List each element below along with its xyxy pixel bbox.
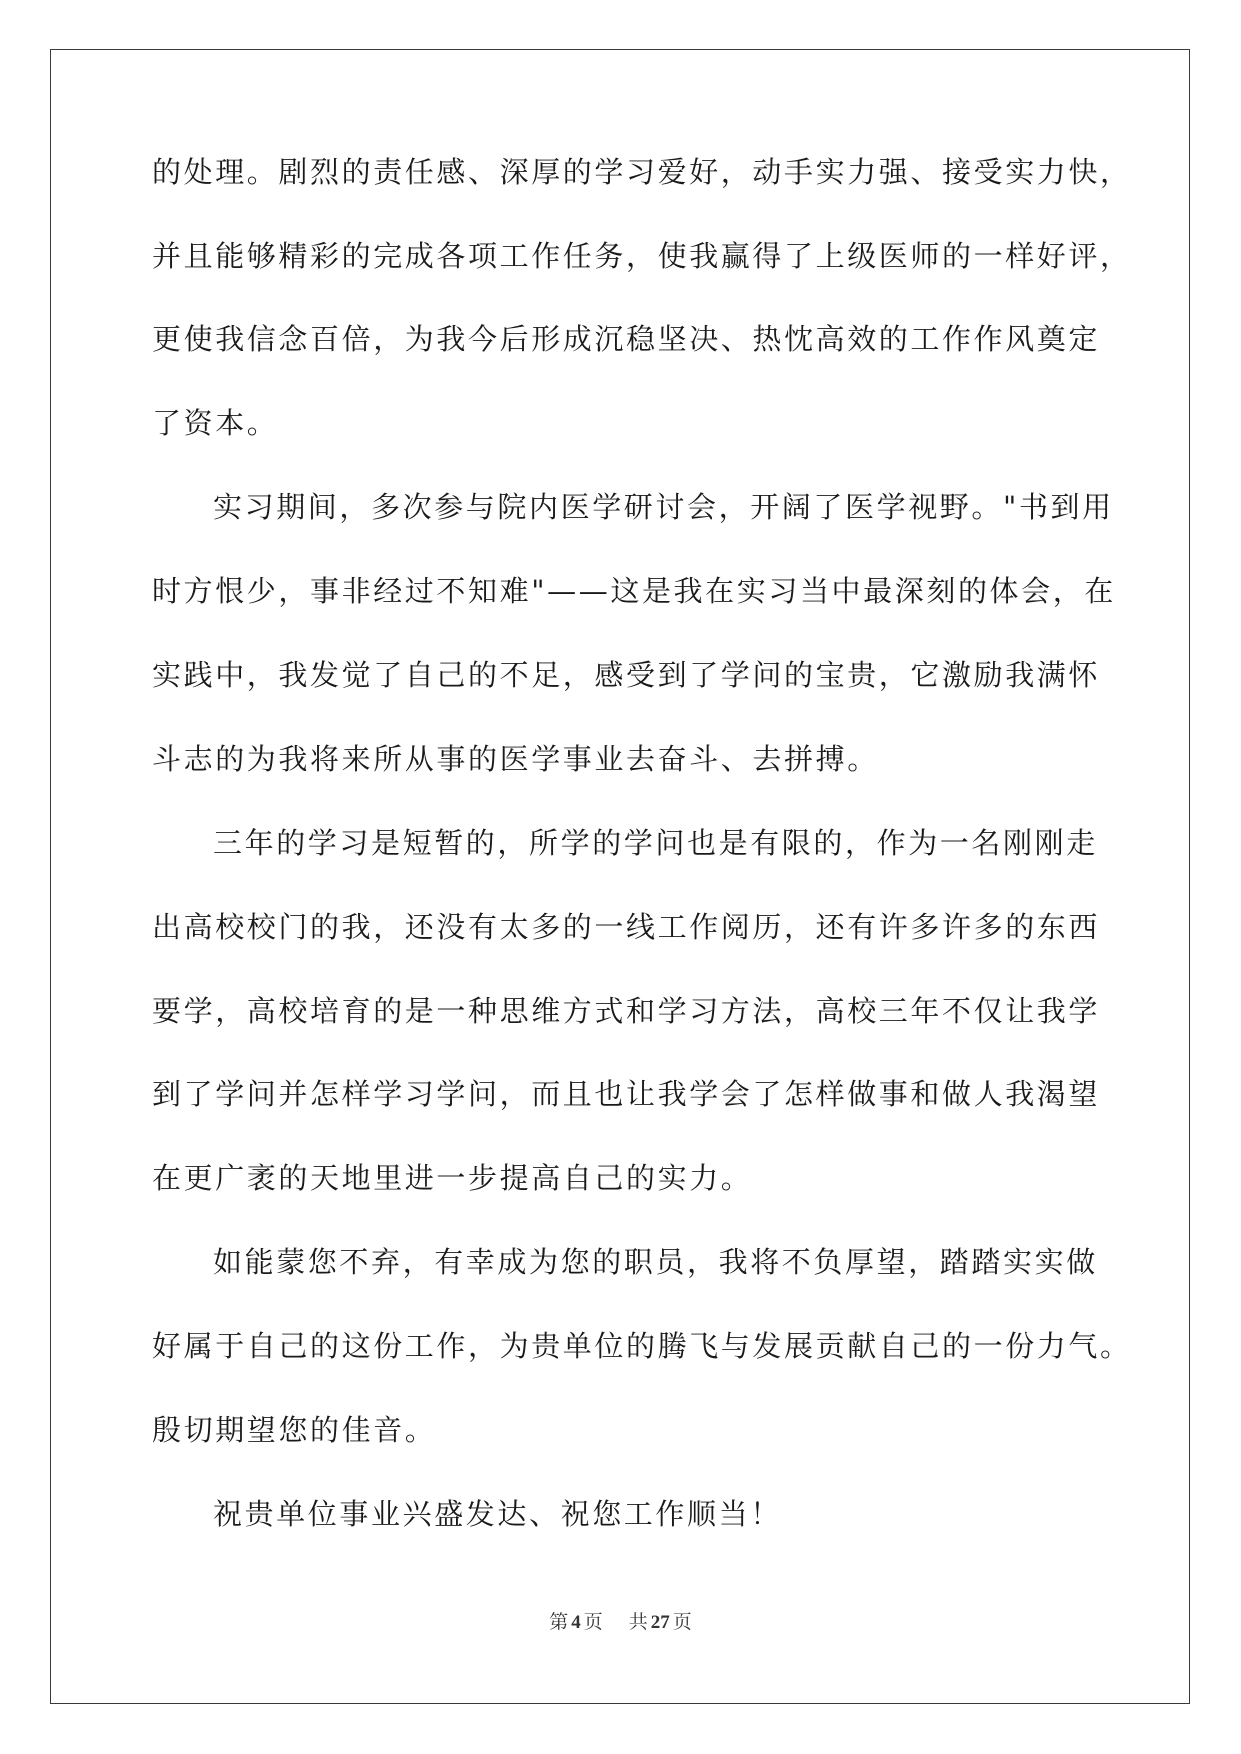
text-line: 好属于自己的这份工作，为贵单位的腾飞与发展贡献自己的一份力气。: [152, 1329, 1132, 1363]
text-line: 要学，高校培育的是一种思维方式和学习方法，高校三年不仅让我学: [152, 994, 1101, 1028]
text-line: 出高校校门的我，还没有太多的一线工作阅历，还有许多许多的东西: [152, 910, 1101, 944]
paragraph-start-line: 如能蒙您不弃，有幸成为您的职员，我将不负厚望，踏踏实实做: [213, 1245, 1098, 1279]
paragraph-start-line: 三年的学习是短暂的，所学的学问也是有限的，作为一名刚刚走: [213, 826, 1098, 860]
total-prefix: 共: [628, 1612, 648, 1633]
page-border: [50, 49, 1190, 1704]
text-line: 并且能够精彩的完成各项工作任务，使我赢得了上级医师的一样好评，: [152, 239, 1132, 273]
current-page-number: 4: [571, 1612, 581, 1633]
page-footer: [0, 1611, 1241, 1635]
text-line: 更使我信念百倍，为我今后形成沉稳坚决、热忱高效的工作作风奠定: [152, 322, 1101, 356]
text-line: 到了学问并怎样学习学问，而且也让我学会了怎样做事和做人我渴望: [152, 1077, 1101, 1111]
paragraph-start-line: 祝贵单位事业兴盛发达、祝您工作顺当！: [213, 1497, 782, 1531]
text-line: 在更广袤的天地里进一步提高自己的实力。: [152, 1161, 753, 1195]
paragraph-start-line: 实习期间，多次参与院内医学研讨会，开阔了医学视野。"书到用: [213, 490, 1114, 524]
page-suffix: 页: [583, 1612, 603, 1633]
text-line: 的处理。剧烈的责任感、深厚的学习爱好，动手实力强、接受实力快，: [152, 155, 1132, 189]
text-line: 斗志的为我将来所从事的医学事业去奋斗、去拼搏。: [152, 742, 879, 776]
text-line: 殷切期望您的佳音。: [152, 1413, 437, 1447]
total-suffix: 页: [672, 1612, 692, 1633]
total-page-count: 27: [650, 1612, 670, 1633]
page-prefix: 第: [549, 1612, 569, 1633]
text-line: 了资本。: [152, 406, 279, 440]
text-line: 时方恨少，事非经过不知难"——这是我在实习当中最深刻的体会，在: [152, 574, 1116, 608]
text-line: 实践中，我发觉了自己的不足，感受到了学问的宝贵，它激励我满怀: [152, 658, 1101, 692]
